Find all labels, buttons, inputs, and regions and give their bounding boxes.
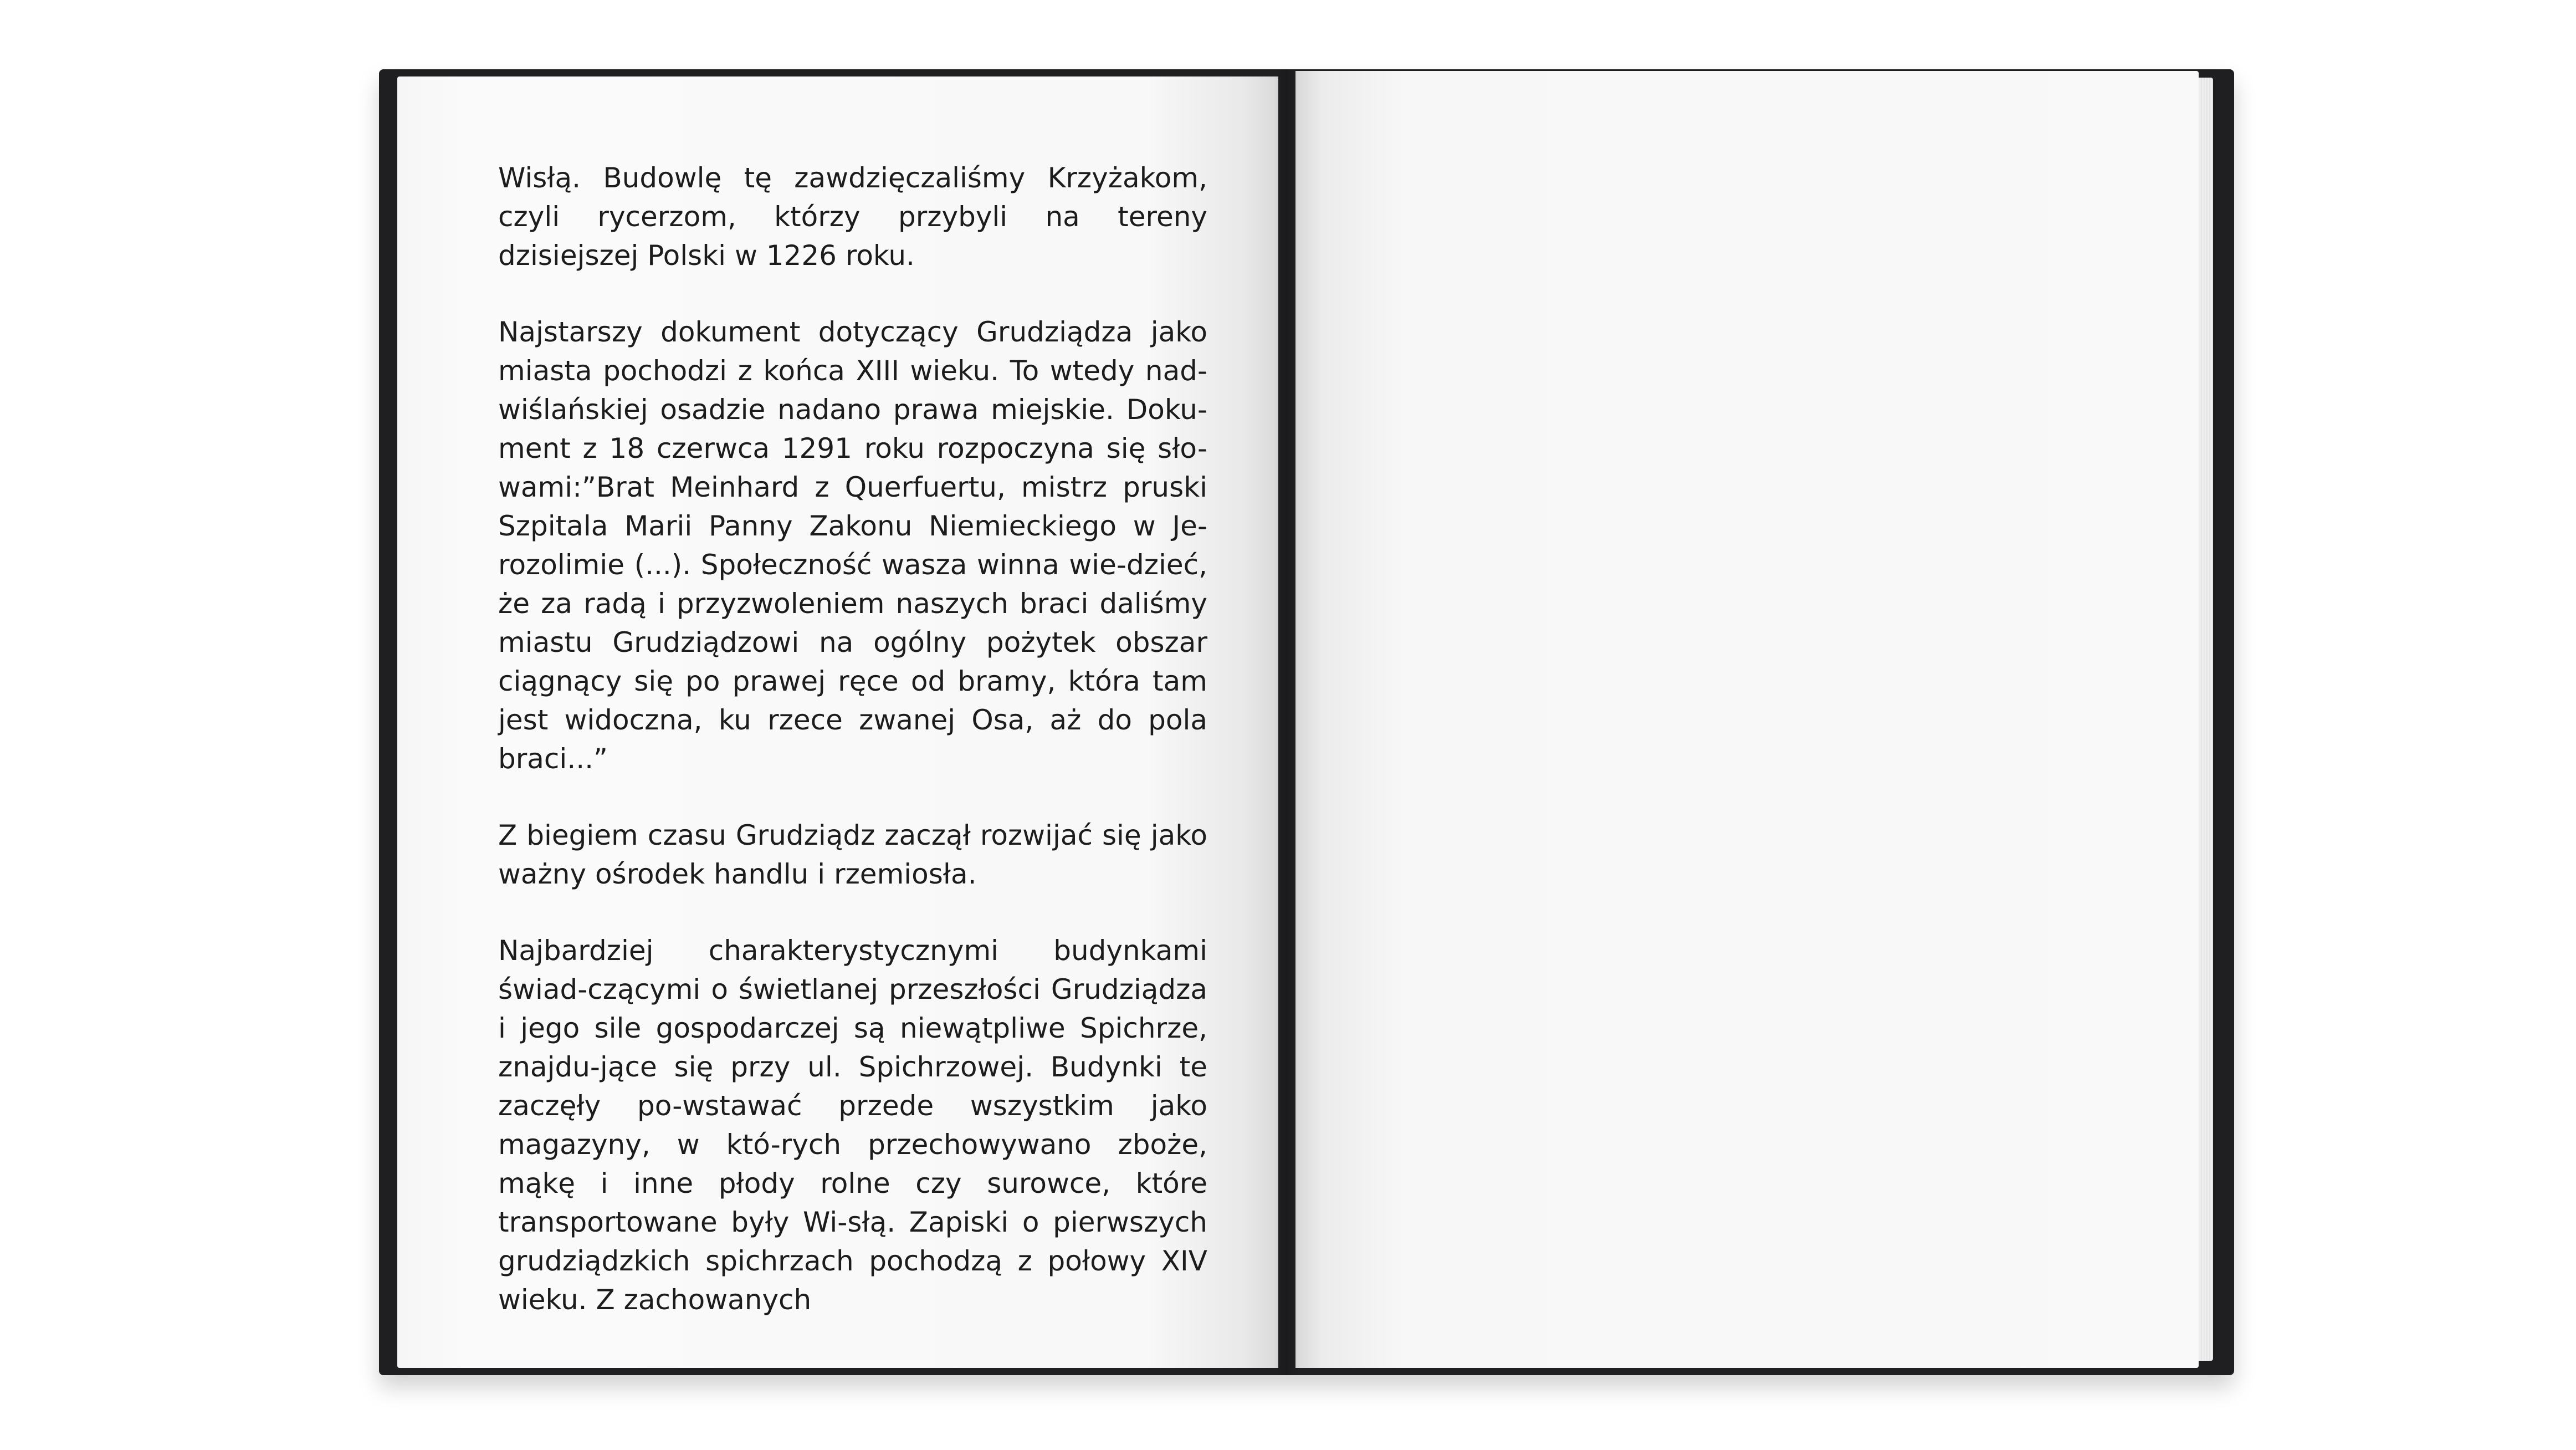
paragraph: Najstarszy dokument dotyczący Grudziądza jako miasta pochodzi z końca XIII wieku. To wtedy nad-wiślańskiej osadzie nadano prawa miejskie. Doku-ment z 18 czerwca 1291 roku rozpoczyna się sło-wami:”Brat Meinhard z Querfuertu, mistrz pruski Szpitala Marii Panny Zakonu Niemieckiego w Je-rozolimie (...). Społeczność wasza winna wie-dzieć, że za radą i przyzwoleniem naszych braci daliśmy miastu Grudziądzowi na ogólny pożytek obszar ciągnący się po prawej ręce od bramy, która tam jest widoczna, ku rzece zwanej Osa, aż do pola braci...” <box>498 316 1207 775</box>
page-edges <box>2199 78 2213 1361</box>
left-page-text <box>498 159 1207 1357</box>
book-spine <box>1274 69 1299 1375</box>
paragraph: Najbardziej charakterystycznymi budynkami świad-czącymi o świetlanej przeszłości Grudziądza i jego sile gospodarczej są niewątpliwe Spichrze, znajdu-jące się przy ul. Spichrzowej. Budynki te zaczęły po-wstawać przede wszystkim jako magazyny, w któ-rych przechowywano zboże, mąkę i inne płody rolne czy surowce, które transportowane były Wi-słą. Zapiski o pierwszych grudziądzkich spichrzach pochodzą z połowy XIV wieku. Z zachowanych <box>498 935 1207 1316</box>
paragraph: Wisłą. Budowlę tę zawdzięczaliśmy Krzyżakom, czyli rycerzom, którzy przybyli na tereny dzisiejszej Polski w 1226 roku. <box>498 162 1207 272</box>
right-page <box>1295 71 2199 1368</box>
paragraph: Z biegiem czasu Grudziądz zaczął rozwijać się jako ważny ośrodek handlu i rzemiosła. <box>498 819 1207 890</box>
left-page <box>397 76 1278 1368</box>
